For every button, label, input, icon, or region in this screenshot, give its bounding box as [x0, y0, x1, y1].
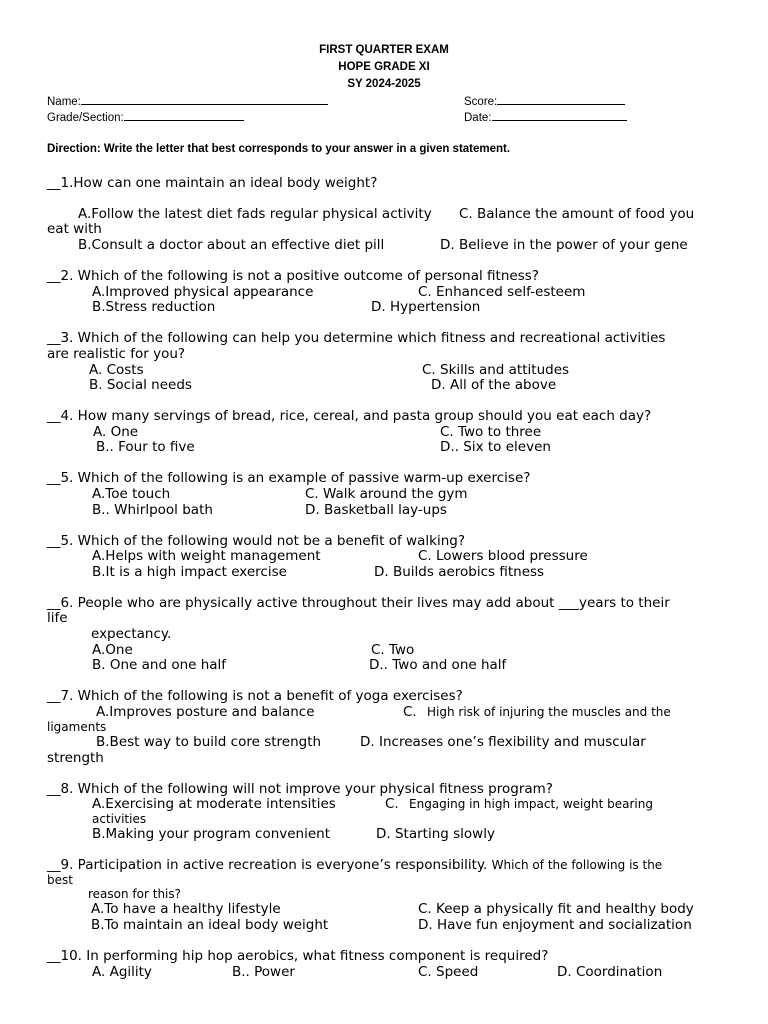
- question-5b-option-a: A.Helps with weight management: [92, 548, 321, 564]
- question-4-option-c: C. Two to three: [440, 424, 542, 440]
- question-2-option-a: A.Improved physical appearance: [92, 284, 314, 300]
- question-5b-stem: __5. Which of the following would not be a benefit of walking?: [47, 533, 465, 549]
- question-5-option-b: B.. Whirlpool bath: [92, 502, 213, 518]
- question-9-stem: [47, 857, 662, 873]
- question-6-option-b: B. One and one half: [92, 657, 227, 673]
- grade-section-label: Grade/Section:: [47, 112, 124, 124]
- question-9-option-d: D. Have fun enjoyment and socialization: [418, 917, 692, 933]
- score-blank[interactable]: [497, 94, 625, 105]
- question-5b-option-c: C. Lowers blood pressure: [418, 548, 588, 564]
- question-3-option-c: C. Skills and attitudes: [422, 362, 570, 378]
- question-6-option-d: D.. Two and one half: [369, 657, 507, 673]
- question-5b-option-b: B.It is a high impact exercise: [92, 564, 287, 580]
- question-2-stem: __2. Which of the following is not a positive outcome of personal fitness?: [47, 268, 539, 284]
- question-8-option-c-letter: C.: [385, 796, 399, 812]
- question-10-option-b: B.. Power: [232, 964, 295, 980]
- question-7-option-d-wrap: strength: [47, 750, 104, 766]
- name-field: [47, 94, 328, 108]
- date-field: [464, 110, 627, 124]
- question-7-stem: __7. Which of the following is not a benefit of yoga exercises?: [47, 688, 463, 704]
- question-5b-option-d: D. Builds aerobics fitness: [374, 564, 545, 580]
- question-10-option-c: C. Speed: [418, 964, 479, 980]
- question-3-option-a: A. Costs: [89, 362, 144, 378]
- question-5-option-a: A.Toe touch: [92, 486, 171, 502]
- question-7-option-d: D. Increases one’s flexibility and muscular: [360, 734, 646, 750]
- question-9-option-a: A.To have a healthy lifestyle: [91, 901, 281, 917]
- question-6-stem-wrap2: expectancy.: [91, 626, 172, 642]
- question-4-option-b: B.. Four to five: [96, 439, 195, 455]
- question-2-option-d: D. Hypertension: [371, 299, 481, 315]
- question-9-option-c: C. Keep a physically fit and healthy body: [418, 901, 694, 917]
- question-1-stem: __1.How can one maintain an ideal body weight?: [47, 175, 378, 191]
- question-7-option-a: A.Improves posture and balance: [96, 704, 315, 720]
- question-8-option-b: B.Making your program convenient: [92, 826, 331, 842]
- question-2-option-c: C. Enhanced self-esteem: [418, 284, 586, 300]
- exam-title: FIRST QUARTER EXAM: [319, 44, 449, 56]
- question-8-option-c-wrap: activities: [92, 812, 147, 826]
- score-field: [464, 94, 625, 108]
- exam-subject: HOPE GRADE XI: [338, 61, 430, 73]
- question-1-option-a: A.Follow the latest diet fads regular physical activity: [78, 206, 432, 222]
- date-blank[interactable]: [492, 110, 627, 121]
- question-1-option-d: D. Believe in the power of your gene: [440, 237, 688, 253]
- question-8-stem: __8. Which of the following will not improve your physical fitness program?: [47, 781, 553, 797]
- question-3-option-d: D. All of the above: [431, 377, 557, 393]
- grade-section-field: [47, 110, 244, 124]
- score-label: Score:: [464, 96, 498, 108]
- question-7-option-c: [403, 704, 671, 720]
- question-3-stem-wrap: are realistic for you?: [47, 346, 186, 362]
- question-9-option-b: B.To maintain an ideal body weight: [91, 917, 329, 933]
- question-7-option-c-text: High risk of injuring the muscles and the: [427, 705, 671, 719]
- question-2-option-b: B.Stress reduction: [92, 299, 216, 315]
- question-3-option-b: B. Social needs: [89, 377, 192, 393]
- name-label: Name:: [47, 96, 81, 108]
- question-4-stem: __4. How many servings of bread, rice, cereal, and pasta group should you eat each day?: [47, 408, 652, 424]
- question-7-option-b: B.Best way to build core strength: [96, 734, 322, 750]
- name-blank[interactable]: [81, 94, 328, 105]
- question-9-stem-main: __9. Participation in active recreation is everyone’s responsibility.: [47, 857, 488, 873]
- question-8-option-d: D. Starting slowly: [376, 826, 495, 842]
- question-6-stem-wrap: life: [47, 610, 68, 626]
- question-5-stem: __5. Which of the following is an example of passive warm-up exercise?: [47, 470, 531, 486]
- question-6-stem: __6. People who are physically active throughout their lives may add about ___years to their: [47, 595, 670, 611]
- question-7-option-c-wrap: ligaments: [47, 720, 107, 734]
- question-1-option-c-wrap: eat with: [47, 221, 102, 237]
- question-6-option-c: C. Two: [371, 642, 415, 658]
- question-5-option-c: C. Walk around the gym: [305, 486, 468, 502]
- question-8-option-c-text: Engaging in high impact, weight bearing: [409, 797, 653, 811]
- grade-section-blank[interactable]: [124, 110, 244, 121]
- question-3-stem: __3. Which of the following can help you determine which fitness and recreational activities: [47, 330, 666, 346]
- question-8-option-a: A.Exercising at moderate intensities: [92, 796, 336, 812]
- exam-school-year: SY 2024-2025: [347, 78, 421, 90]
- question-4-option-d: D.. Six to eleven: [440, 439, 551, 455]
- question-9-stem-wrap: best: [47, 873, 73, 887]
- question-10-option-a: A. Agility: [92, 964, 152, 980]
- question-6-option-a: A.One: [92, 642, 133, 658]
- question-9-stem-wrap2: reason for this?: [88, 887, 181, 901]
- question-8-option-c: [385, 796, 653, 812]
- question-4-option-a: A. One: [93, 424, 139, 440]
- date-label: Date:: [464, 112, 492, 124]
- question-1-option-b: B.Consult a doctor about an effective diet pill: [78, 237, 385, 253]
- question-10-stem: __10. In performing hip hop aerobics, what fitness component is required?: [47, 948, 549, 964]
- question-5-option-d: D. Basketball lay-ups: [305, 502, 447, 518]
- direction-text: Direction: Write the letter that best corresponds to your answer in a given statement.: [47, 143, 511, 155]
- question-10-option-d: D. Coordination: [557, 964, 663, 980]
- question-1-option-c: C. Balance the amount of food you: [459, 206, 695, 222]
- question-7-option-c-letter: C.: [403, 704, 417, 720]
- question-9-stem-small: Which of the following is the: [491, 858, 663, 872]
